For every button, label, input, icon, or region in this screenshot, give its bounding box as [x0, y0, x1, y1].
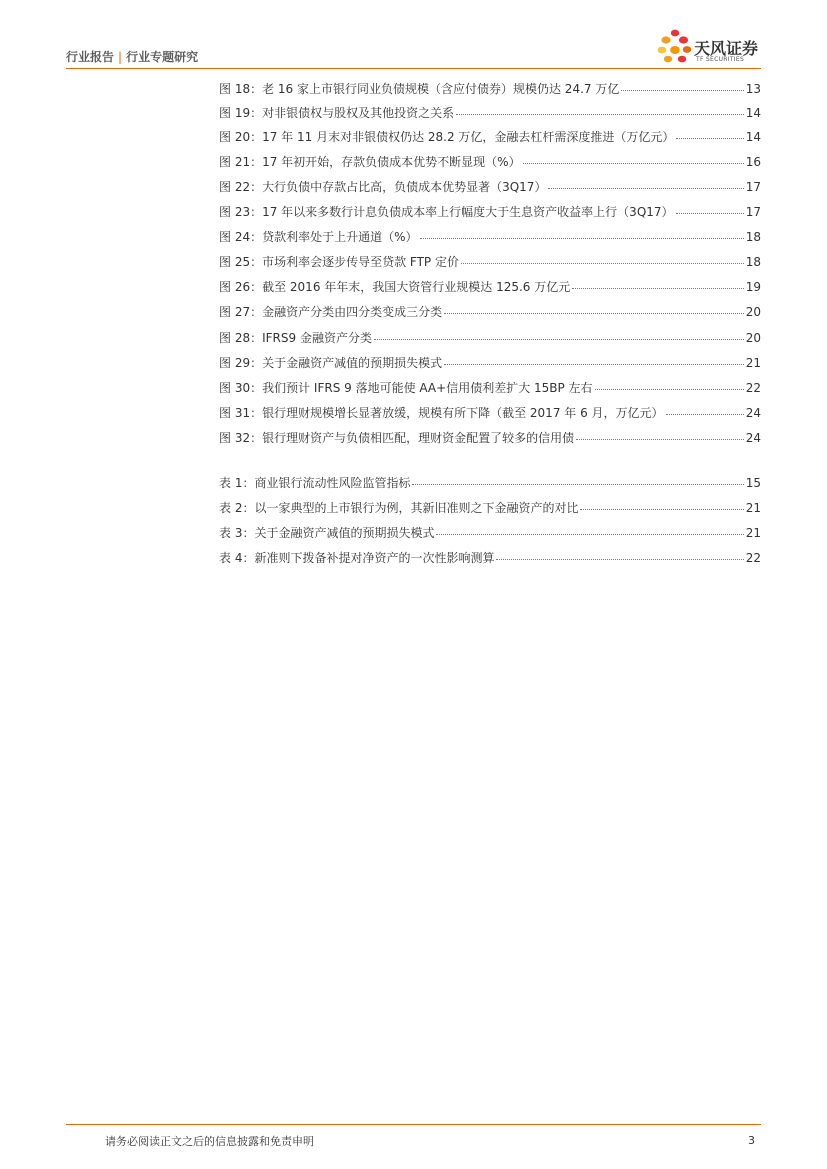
entry-label: 表 4：	[219, 551, 255, 565]
entry-title: 大行负债中存款占比高，负债成本优势显著（3Q17）	[262, 180, 547, 194]
entry-page-number: 14	[745, 130, 761, 144]
entry-title: 贷款利率处于上升通道（%）	[262, 230, 418, 244]
toc-figure-entry[interactable]	[219, 303, 761, 321]
footer-divider	[66, 1124, 761, 1125]
toc-figure-entry[interactable]	[219, 429, 761, 447]
entry-page-number: 18	[745, 255, 761, 269]
entry-page-number: 21	[745, 356, 761, 370]
dot-leader	[412, 484, 743, 485]
dot-leader	[496, 559, 743, 560]
logo-text-en: TF SECURITIES	[696, 56, 745, 63]
dot-leader	[374, 339, 744, 340]
entry-title: 新准则下拨备补提对净资产的一次性影响测算	[254, 551, 495, 565]
entry-title: 银行理财资产与负债相匹配，理财资金配置了较多的信用债	[262, 431, 575, 445]
dot-leader	[595, 389, 744, 390]
toc-figure-entry[interactable]	[219, 253, 761, 271]
entry-label: 图 24：	[219, 230, 263, 244]
entry-page-number: 17	[745, 180, 761, 194]
entry-label: 图 18：	[219, 82, 263, 96]
entry-page-number: 13	[745, 82, 761, 96]
entry-title: 17 年以来多数行计息负债成本率上行幅度大于生息资产收益率上行（3Q17）	[262, 205, 674, 219]
entry-title: 17 年 11 月末对非银债权仍达 28.2 万亿，金融去杠杆需深度推进（万亿元）	[262, 130, 675, 144]
toc-figure-entry[interactable]	[219, 228, 761, 246]
entry-title: 市场利率会逐步传导至贷款 FTP 定价	[262, 255, 459, 269]
dot-leader	[436, 534, 743, 535]
entry-label: 图 32：	[219, 431, 263, 445]
toc-figure-entry[interactable]	[219, 104, 761, 122]
entry-title: 老 16 家上市银行同业负债规模（含应付债券）规模仍达 24.7 万亿	[262, 82, 620, 96]
entry-label: 图 20：	[219, 130, 263, 144]
report-type: 行业报告	[66, 50, 115, 64]
entry-page-number: 15	[745, 476, 761, 490]
entry-title: 银行理财规模增长显著放缓，规模有所下降（截至 2017 年 6 月，万亿元）	[262, 406, 664, 420]
toc-table-entry[interactable]	[219, 549, 761, 567]
company-logo	[655, 28, 767, 68]
header-separator: |	[118, 50, 123, 64]
entry-label: 图 22：	[219, 180, 263, 194]
entry-title: 以一家典型的上市银行为例，其新旧准则之下金融资产的对比	[254, 501, 579, 515]
dot-leader	[666, 414, 744, 415]
dot-leader	[676, 138, 743, 139]
entry-page-number: 16	[745, 155, 761, 169]
entry-label: 图 25：	[219, 255, 263, 269]
dot-leader	[420, 238, 744, 239]
logo-text-cn: 天风证券	[694, 39, 759, 58]
toc-figure-entry[interactable]	[219, 178, 761, 196]
toc-table-entry[interactable]	[219, 499, 761, 517]
dot-leader	[580, 509, 743, 510]
toc-figure-entry[interactable]	[219, 404, 761, 422]
toc-figure-entry[interactable]	[219, 379, 761, 397]
entry-page-number: 18	[745, 230, 761, 244]
dot-leader	[548, 188, 743, 189]
entry-page-number: 22	[745, 551, 761, 565]
entry-page-number: 19	[745, 280, 761, 294]
toc-table-entry[interactable]	[219, 474, 761, 492]
entry-label: 表 3：	[219, 526, 255, 540]
dot-leader	[461, 263, 744, 264]
toc-figure-entry[interactable]	[219, 153, 761, 171]
toc-table-entry[interactable]	[219, 524, 761, 542]
toc-figure-entry[interactable]	[219, 354, 761, 372]
entry-title: 我们预计 IFRS 9 落地可能使 AA+信用债利差扩大 15BP 左右	[262, 381, 593, 395]
dot-leader	[572, 288, 743, 289]
dot-leader	[621, 90, 743, 91]
entry-page-number: 21	[745, 501, 761, 515]
dot-leader	[456, 114, 744, 115]
entry-title: 对非银债权与股权及其他投资之关系	[262, 106, 455, 120]
entry-title: IFRS9 金融资产分类	[262, 331, 372, 345]
toc-figure-entry[interactable]	[219, 278, 761, 296]
toc-figure-entry[interactable]	[219, 329, 761, 347]
entry-title: 关于金融资产减值的预期损失模式	[262, 356, 443, 370]
entry-title: 17 年初开始，存款负债成本优势不断显现（%）	[262, 155, 521, 169]
toc-figure-entry[interactable]	[219, 203, 761, 221]
entry-label: 图 21：	[219, 155, 263, 169]
toc-figure-entry[interactable]	[219, 128, 761, 146]
disclaimer-text: 请务必阅读正文之后的信息披露和免责申明	[105, 1135, 314, 1148]
report-series: 行业专题研究	[126, 50, 199, 64]
entry-label: 图 31：	[219, 406, 263, 420]
entry-label: 图 23：	[219, 205, 263, 219]
entry-title: 关于金融资产减值的预期损失模式	[254, 526, 435, 540]
entry-page-number: 22	[745, 381, 761, 395]
entry-label: 图 30：	[219, 381, 263, 395]
entry-label: 图 19：	[219, 106, 263, 120]
dot-leader	[523, 163, 744, 164]
entry-label: 图 26：	[219, 280, 263, 294]
entry-title: 截至 2016 年年末，我国大资管行业规模达 125.6 万亿元	[262, 280, 571, 294]
tf-logo-icon	[655, 28, 693, 68]
dot-leader	[444, 313, 744, 314]
header-divider	[66, 68, 761, 69]
entry-page-number: 24	[745, 406, 761, 420]
entry-page-number: 17	[745, 205, 761, 219]
entry-page-number: 20	[745, 331, 761, 345]
dot-leader	[576, 439, 744, 440]
entry-title: 金融资产分类由四分类变成三分类	[262, 305, 443, 319]
entry-page-number: 21	[745, 526, 761, 540]
toc-figure-entry[interactable]	[219, 80, 761, 98]
entry-page-number: 24	[745, 431, 761, 445]
entry-label: 表 1：	[219, 476, 255, 490]
report-category	[66, 48, 198, 65]
entry-title: 商业银行流动性风险监管指标	[254, 476, 411, 490]
entry-page-number: 14	[745, 106, 761, 120]
entry-label: 图 29：	[219, 356, 263, 370]
entry-page-number: 20	[745, 305, 761, 319]
dot-leader	[444, 364, 744, 365]
page-number: 3	[748, 1134, 755, 1147]
entry-label: 图 27：	[219, 305, 263, 319]
dot-leader	[676, 213, 744, 214]
entry-label: 表 2：	[219, 501, 255, 515]
entry-label: 图 28：	[219, 331, 263, 345]
